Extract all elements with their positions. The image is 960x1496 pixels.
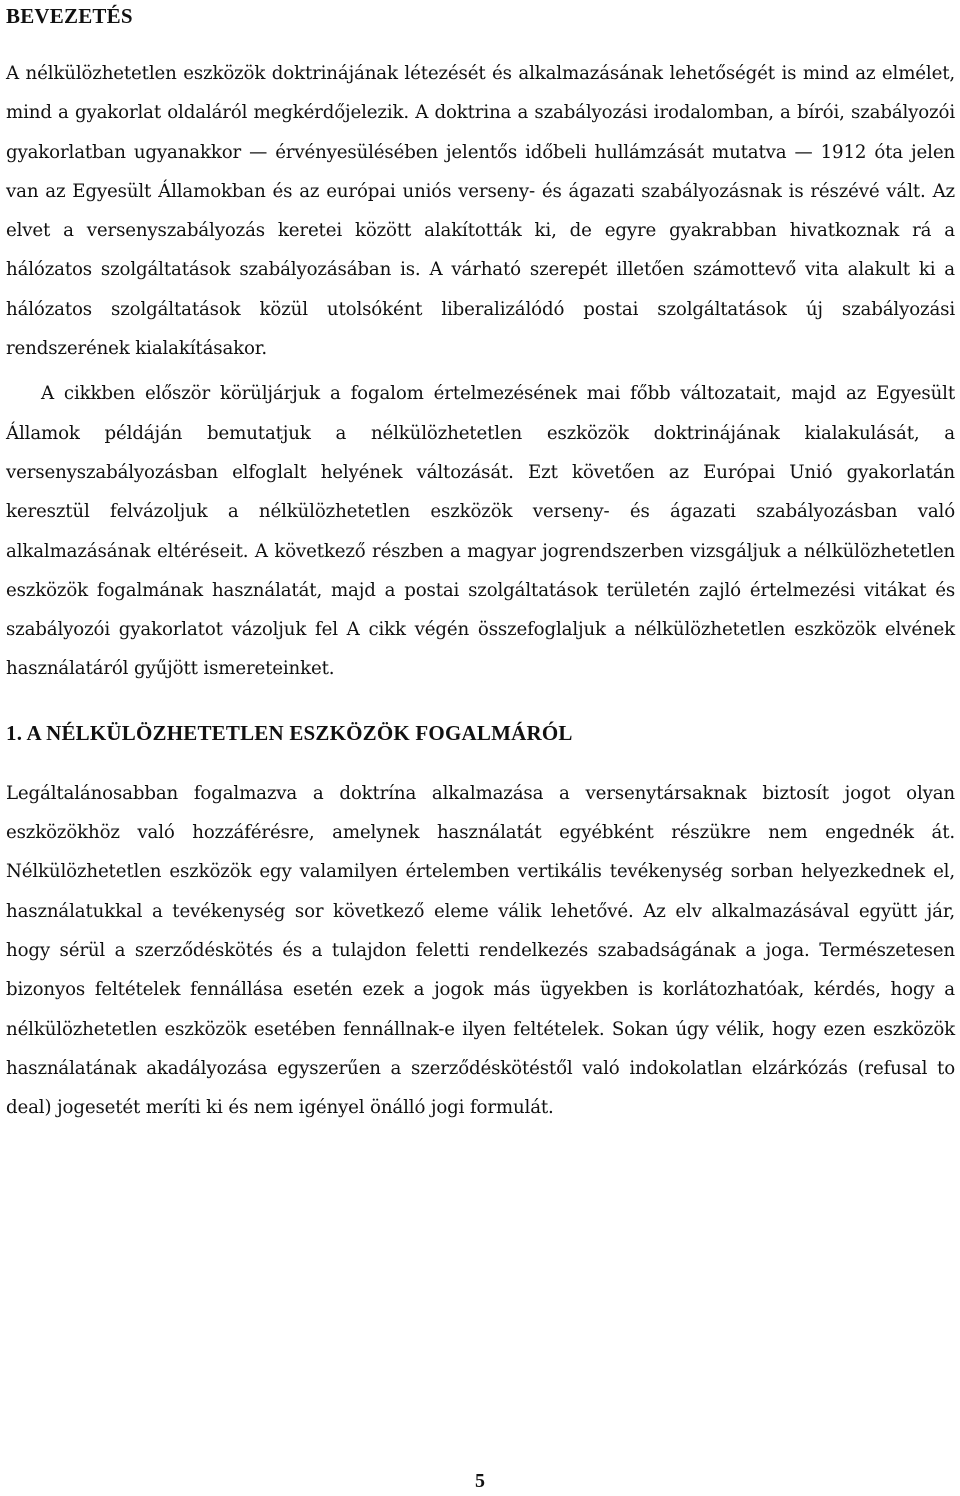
section-1-heading: 1. A NÉLKÜLÖZHETETLEN ESZKÖZÖK FOGALMÁRÓL bbox=[6, 720, 573, 745]
intro-paragraph-1: A nélkülözhetetlen eszközök doktrinájának létezését és alkalmazásának lehetőségét is mind az elmélet, mind a gyakorlat oldaláról megkérdőjelezik. A doktrina a szabályozási irodalomban, a bírói, szabályozói gyakorlatban ugyanakkor — érvényesülésében jelentős időbeli hullámzását mutatva — 1912 óta jelen van az Egyesült Államokban és az európai uniós verseny- és ágazati szabályozásnak is részévé vált. Az elvet a versenyszabályozás keretei között alakították ki, de egyre gyakrabban hivatkoznak rá a hálózatos szolgáltatások szabályozásában is. A várható szerepét illetően számottevő vita alakult ki a hálózatos szolgáltatások közül utolsóként liberalizálódó postai szolgáltatások új szabályozási rendszerének kialakításakor. bbox=[6, 63, 955, 360]
intro-heading: BEVEZETÉS bbox=[6, 4, 133, 28]
document-page bbox=[6, 0, 955, 1127]
section-1-paragraph: Legáltalánosabban fogalmazva a doktrína alkalmazása a versenytársaknak biztosít jogot olyan eszközökhöz való hozzáférésre, amelynek használatát egyébként részükre nem engednék át. Nélkülözhetetlen eszközök egy valamilyen értelemben vertikális tevékenység sorban helyezkednek el, használatukkal a tevékenység sor következő eleme válik lehetővé. Az elv alkalmazásával együtt jár, hogy sérül a szerződéskötés és a tulajdon feletti rendelkezés szabadságának a joga. Természetesen bizonyos feltételek fennállása esetén ezek a jogok más ügyekben is korlátozhatóak, kérdés, hogy a nélkülözhetetlen eszközök esetében fennállnak-e ilyen feltételek. Sokan úgy vélik, hogy ezen eszközök használatának akadályozása egyszerűen a szerződéskötéstől való indokolatlan elzárkózás (refusal to deal) jogesetét meríti ki és nem igényel önálló jogi formulát. bbox=[6, 782, 955, 1119]
intro-paragraph-2: A cikkben először körüljárjuk a fogalom értelmezésének mai főbb változatait, majd az Egyesült Államok példáján bemutatjuk a nélkülözhetetlen eszközök doktrinájának kialakulását, a versenyszabályozásban elfoglalt helyének változását. Ezt követően az Európai Unió gyakorlatán keresztül felvázoljuk a nélkülözhetetlen eszközök verseny- és ágazati szabályozásban való alkalmazásának eltéréseit. A következő részben a magyar jogrendszerben vizsgáljuk a nélkülözhetetlen eszközök fogalmának használatát, majd a postai szolgáltatások területén zajló értelmezési vitákat és szabályozói gyakorlatot vázoljuk fel A cikk végén összefoglaljuk a nélkülözhetetlen eszközök elvének használatáról gyűjött ismereteinket. bbox=[6, 383, 955, 680]
page-number: 5 bbox=[475, 1470, 485, 1492]
